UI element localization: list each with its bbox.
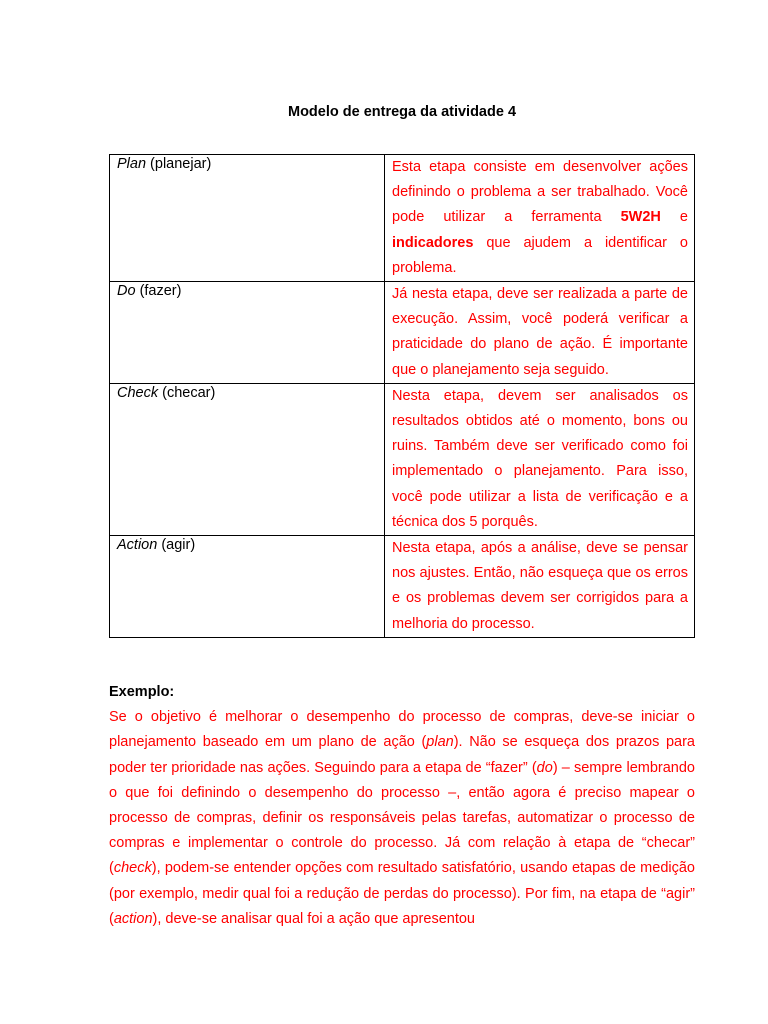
stage-translation-check: (checar) bbox=[158, 384, 216, 401]
description-text-plan-b: e bbox=[660, 209, 688, 226]
stage-cell-do bbox=[110, 282, 385, 384]
stage-label-do: Do bbox=[117, 283, 136, 300]
example-text-5: ), deve-se analisar qual foi a ação que apresentou bbox=[152, 910, 475, 927]
stage-translation-plan: (planejar) bbox=[146, 156, 212, 172]
example-heading: Exemplo: bbox=[109, 684, 175, 700]
example-paragraph bbox=[109, 705, 695, 932]
description-bold-indicadores: indicadores bbox=[392, 234, 474, 251]
stage-cell-action bbox=[110, 536, 385, 638]
example-italic-action: action bbox=[113, 910, 153, 927]
example-section bbox=[109, 680, 695, 932]
description-cell-plan bbox=[385, 155, 695, 282]
pdca-table bbox=[109, 154, 695, 638]
stage-cell-check bbox=[110, 383, 385, 535]
example-text-1: Se o objetivo é melhorar o desempenho do processo de compras, deve-se iniciar o planejamento baseado em um plano de ação ( bbox=[109, 709, 695, 751]
example-italic-plan: plan bbox=[426, 734, 454, 751]
stage-translation-do: (fazer) bbox=[135, 283, 182, 300]
example-text-2: ). Não se esqueça dos prazos para poder ter prioridade nas ações. Seguindo para a etapa de “fazer” ( bbox=[109, 734, 696, 776]
example-italic-do: do bbox=[536, 759, 553, 776]
stage-label-plan: Plan bbox=[117, 156, 147, 172]
description-bold-5w2h: 5W2H bbox=[620, 209, 661, 226]
table-row-plan bbox=[110, 155, 695, 282]
description-text-plan-a: Esta etapa consiste em desenvolver ações definindo o problema a ser trabalhado. Você pode utilizar a ferramenta bbox=[392, 159, 688, 226]
stage-cell-plan bbox=[110, 155, 385, 282]
example-italic-check: check bbox=[113, 860, 152, 877]
example-text-3: ) – sempre lembrando o que foi definindo o desempenho do processo –, então agora é preciso mapear o processo de compras, definir os responsáveis pelas tarefas, automatizar o processo de compras e implementar o controle do processo. Já com relação à etapa de “checar” ( bbox=[109, 759, 695, 877]
description-cell-do: Já nesta etapa, deve ser realizada a parte de execução. Assim, você poderá verificar a praticidade do plano de ação. É importante que o planejamento seja seguido. bbox=[385, 282, 695, 384]
description-cell-action: Nesta etapa, após a análise, deve se pensar nos ajustes. Então, não esqueça que os erros e os problemas devem ser corrigidos para a melhoria do processo. bbox=[385, 536, 695, 638]
stage-label-check: Check bbox=[117, 384, 159, 401]
table-row-do bbox=[110, 282, 695, 384]
table-row-check bbox=[110, 383, 695, 535]
description-text-plan-c: que ajudem a identificar o problema. bbox=[392, 234, 688, 276]
stage-translation-action: (agir) bbox=[157, 537, 196, 554]
document-title: Modelo de entrega da atividade 4 bbox=[287, 104, 517, 120]
stage-label-action: Action bbox=[117, 537, 158, 554]
description-cell-check: Nesta etapa, devem ser analisados os resultados obtidos até o momento, bons ou ruins. Também deve ser verificado como foi implementado o planejamento. Para isso, você pode utilizar a lista de verificação e a técnica dos 5 porquês. bbox=[385, 383, 695, 535]
example-text-4: ), podem-se entender opções com resultado satisfatório, usando etapas de medição (por exemplo, medir qual foi a redução de perdas do processo). Por fim, na etapa de “agir” ( bbox=[109, 860, 695, 927]
table-row-action bbox=[110, 536, 695, 638]
